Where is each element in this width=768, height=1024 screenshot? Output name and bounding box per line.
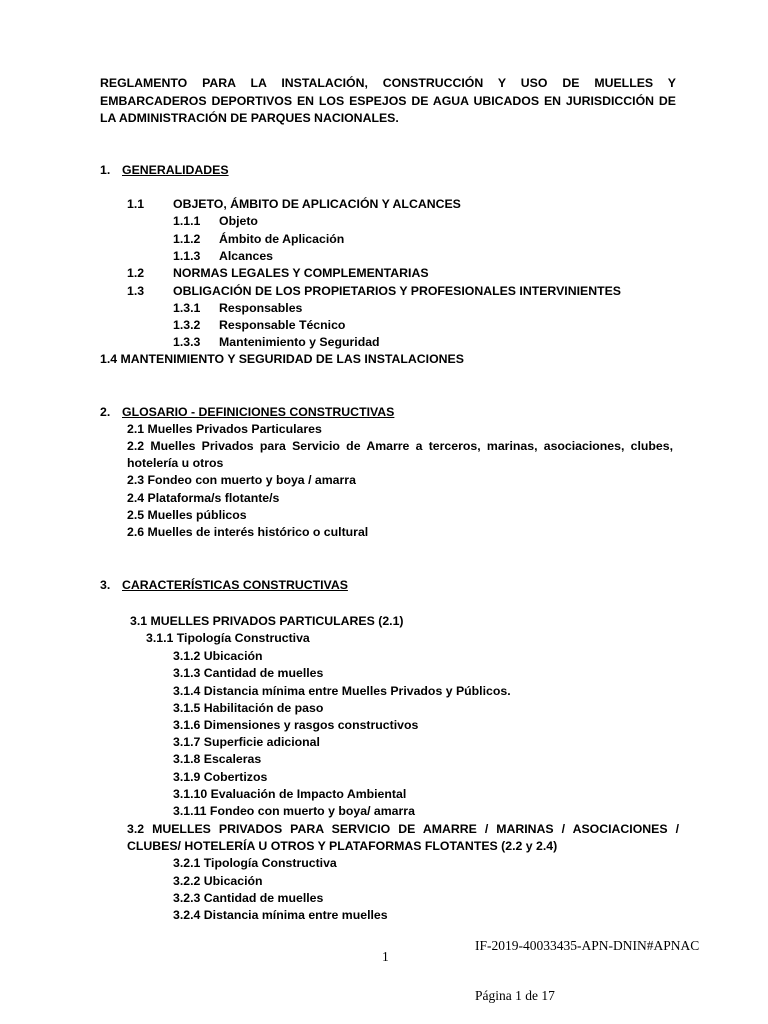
toc-item-1-3-2: 1.3.2 Responsable Técnico	[173, 318, 346, 332]
toc-item-3-1-10: 3.1.10 Evaluación de Impacto Ambiental	[173, 787, 407, 801]
toc-item-3-2-3: 3.2.3 Cantidad de muelles	[173, 891, 324, 905]
section-3-number: 3.	[100, 578, 111, 592]
toc-item-3-2-2: 3.2.2 Ubicación	[173, 874, 263, 888]
toc-item-1-1: 1.1 OBJETO, ÁMBITO DE APLICACIÓN Y ALCANCES	[127, 197, 461, 211]
toc-item-3-2-1: 3.2.1 Tipología Constructiva	[173, 856, 337, 870]
toc-item-2-2: 2.2 Muelles Privados para Servicio de Amarre a terceros, marinas, asociaciones, clubes, hotelería u otros	[127, 439, 673, 471]
toc-item-3-1-6: 3.1.6 Dimensiones y rasgos constructivos	[173, 718, 419, 732]
toc-item-3-1-1: 3.1.1 Tipología Constructiva	[146, 631, 310, 645]
toc-item-3-2: 3.2 MUELLES PRIVADOS PARA SERVICIO DE AMARRE / MARINAS / ASOCIACIONES / CLUBES/ HOTELERÍA U OTROS Y PLATAFORMAS FLOTANTES (2.2 y 2.4)	[127, 822, 679, 854]
document-title: REGLAMENTO PARA LA INSTALACIÓN, CONSTRUCCIÓN Y USO DE MUELLES Y EMBARCADEROS DEPORTIVOS EN LOS ESPEJOS DE AGUA UBICADOS EN JURISDICCIÓN DE LA ADMINISTRACIÓN DE PARQUES NACIONALES.	[100, 76, 676, 126]
section-1-number: 1.	[100, 163, 111, 177]
section-2-number: 2.	[100, 405, 111, 419]
toc-item-1-1-1: 1.1.1 Objeto	[173, 214, 258, 228]
section-2-heading	[100, 404, 394, 421]
toc-item-1-2: 1.2 NORMAS LEGALES Y COMPLEMENTARIAS	[127, 266, 429, 280]
toc-item-2-3: 2.3 Fondeo con muerto y boya / amarra	[127, 473, 356, 487]
toc-item-1-3-1: 1.3.1 Responsables	[173, 301, 303, 315]
toc-item-1-1-3: 1.1.3 Alcances	[173, 249, 274, 263]
toc-item-1-1-2: 1.1.2 Ámbito de Aplicación	[173, 232, 345, 246]
toc-item-3-1: 3.1 MUELLES PRIVADOS PARTICULARES (2.1)	[130, 614, 404, 628]
page-number: 1	[382, 949, 389, 964]
toc-item-3-1-3: 3.1.3 Cantidad de muelles	[173, 666, 324, 680]
section-1-heading	[100, 162, 229, 179]
toc-item-3-1-2: 3.1.2 Ubicación	[173, 649, 263, 663]
toc-item-1-3-3: 1.3.3 Mantenimiento y Seguridad	[173, 335, 380, 349]
toc-item-3-1-7: 3.1.7 Superficie adicional	[173, 735, 320, 749]
toc-item-2-5: 2.5 Muelles públicos	[127, 508, 247, 522]
toc-item-3-1-4: 3.1.4 Distancia mínima entre Muelles Privados y Públicos.	[173, 684, 511, 698]
section-3-heading	[100, 577, 348, 594]
toc-item-2-6: 2.6 Muelles de interés histórico o cultural	[127, 525, 369, 539]
section-2-label: GLOSARIO - DEFINICIONES CONSTRUCTIVAS	[122, 405, 395, 419]
toc-item-2-4: 2.4 Plataforma/s flotante/s	[127, 491, 280, 505]
toc-item-3-1-11: 3.1.11 Fondeo con muerto y boya/ amarra	[173, 804, 415, 818]
toc-item-3-1-5: 3.1.5 Habilitación de paso	[173, 701, 324, 715]
toc-item-3-1-9: 3.1.9 Cobertizos	[173, 770, 268, 784]
toc-item-2-1: 2.1 Muelles Privados Particulares	[127, 422, 322, 436]
section-3-label: CARACTERÍSTICAS CONSTRUCTIVAS	[122, 578, 348, 592]
section-1-label: GENERALIDADES	[122, 163, 229, 177]
toc-item-1-3: 1.3 OBLIGACIÓN DE LOS PROPIETARIOS Y PROFESIONALES INTERVINIENTES	[127, 284, 621, 298]
toc-item-1-4: 1.4 MANTENIMIENTO Y SEGURIDAD DE LAS INSTALACIONES	[100, 352, 464, 366]
page-count-label: Página 1 de 17	[475, 988, 555, 1003]
toc-item-3-1-8: 3.1.8 Escaleras	[173, 752, 262, 766]
toc-item-3-2-4: 3.2.4 Distancia mínima entre muelles	[173, 908, 388, 922]
document-id-stamp: IF-2019-40033435-APN-DNIN#APNAC	[475, 938, 700, 953]
